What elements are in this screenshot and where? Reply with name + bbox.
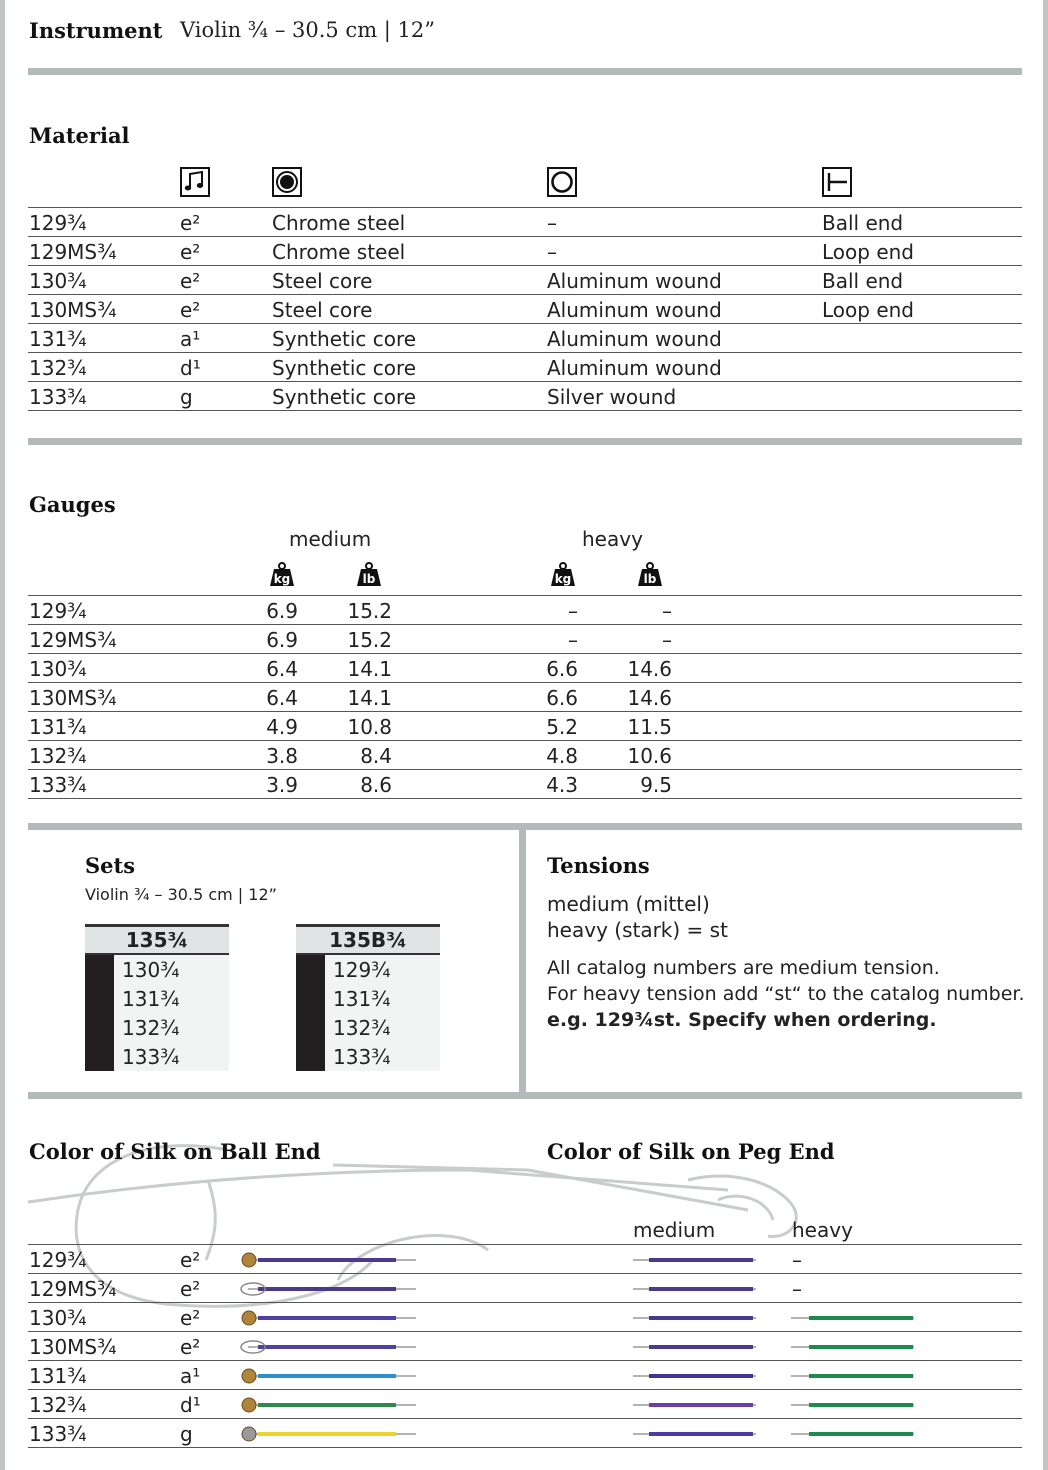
svg-text:kg: kg — [554, 572, 572, 586]
instrument-label: Instrument — [29, 18, 163, 43]
silk-row-id: 130¾ — [29, 1306, 87, 1330]
gauges-medium-label: medium — [289, 527, 372, 551]
material-row-core: Synthetic core — [272, 385, 417, 409]
table-rule — [28, 653, 1022, 654]
peg-end-heavy-silk — [789, 1366, 919, 1386]
peg-end-heavy-silk — [789, 1395, 919, 1415]
silk-row-id: 132¾ — [29, 1393, 87, 1417]
set-item: 132¾ — [296, 1013, 440, 1042]
material-row-core: Chrome steel — [272, 240, 406, 264]
gauge-row-id: 130MS¾ — [29, 686, 117, 710]
peg-end-medium-silk — [631, 1395, 761, 1415]
material-row-end: Ball end — [822, 269, 904, 293]
column-divider — [519, 826, 526, 1092]
peg-end-heavy-silk — [789, 1424, 919, 1444]
gauge-heavy-kg: 4.3 — [546, 773, 578, 797]
peg-end-medium-silk — [631, 1308, 761, 1328]
material-row-id: 133¾ — [29, 385, 87, 409]
material-row-winding: Aluminum wound — [547, 356, 722, 380]
gauge-heavy-kg: 6.6 — [546, 657, 578, 681]
set-item: 133¾ — [85, 1042, 229, 1071]
set-135b — [296, 924, 440, 1071]
gauge-heavy-kg: 5.2 — [546, 715, 578, 739]
tensions-note-1: All catalog numbers are medium tension. — [547, 957, 940, 979]
gauge-medium-kg: 6.9 — [266, 599, 298, 623]
material-row-note: a¹ — [180, 327, 201, 351]
material-row-core: Chrome steel — [272, 211, 406, 235]
material-row-core: Synthetic core — [272, 327, 417, 351]
set-135 — [85, 924, 229, 1071]
material-row-id: 130MS¾ — [29, 298, 117, 322]
gauge-medium-kg: 6.9 — [266, 628, 298, 652]
gauge-row-id: 130¾ — [29, 657, 87, 681]
core-icon — [272, 167, 302, 197]
gauge-heavy-kg: – — [568, 599, 578, 623]
gauge-heavy-lb: 9.5 — [640, 773, 672, 797]
gauge-row-id: 133¾ — [29, 773, 87, 797]
set-name: 135¾ — [85, 924, 229, 955]
set-name: 135B¾ — [296, 924, 440, 955]
silk-row-note: g — [180, 1422, 193, 1446]
material-row-note: e² — [180, 269, 201, 293]
material-row-winding: Silver wound — [547, 385, 677, 409]
tensions-medium: medium (mittel) — [547, 892, 710, 916]
gauge-medium-kg: 3.8 — [266, 744, 298, 768]
ball-end-string — [238, 1308, 418, 1328]
silk-row-id: 129MS¾ — [29, 1277, 117, 1301]
svg-text:lb: lb — [362, 572, 376, 586]
gauge-heavy-lb: – — [662, 599, 672, 623]
ball-end-string — [238, 1366, 418, 1386]
material-row-note: d¹ — [180, 356, 201, 380]
material-row-note: e² — [180, 211, 201, 235]
table-rule — [28, 352, 1022, 353]
material-row-note: e² — [180, 240, 201, 264]
gauge-heavy-kg: 6.6 — [546, 686, 578, 710]
tensions-heavy: heavy (stark) = st — [547, 918, 728, 942]
gauge-medium-lb: 14.1 — [347, 686, 392, 710]
gauge-heavy-lb: 10.6 — [627, 744, 672, 768]
material-row-winding: – — [547, 211, 557, 235]
winding-icon — [547, 167, 577, 197]
table-rule — [28, 595, 1022, 596]
table-rule — [28, 1273, 1022, 1274]
gauge-heavy-kg: – — [568, 628, 578, 652]
note-icon — [180, 167, 210, 197]
gauge-heavy-lb: 11.5 — [627, 715, 672, 739]
peg-end-medium-silk — [631, 1279, 761, 1299]
gauge-heavy-lb: 14.6 — [627, 657, 672, 681]
peg-end-heavy-none: – — [792, 1277, 802, 1301]
gauge-medium-kg: 6.4 — [266, 657, 298, 681]
material-row-core: Steel core — [272, 298, 373, 322]
material-row-winding: – — [547, 240, 557, 264]
material-row-core: Steel core — [272, 269, 373, 293]
silk-row-note: e² — [180, 1335, 201, 1359]
gauges-title: Gauges — [29, 492, 116, 517]
ball-end-string — [238, 1395, 418, 1415]
peg-end-heavy-none: – — [792, 1248, 802, 1272]
table-rule — [28, 1447, 1022, 1448]
silk-row-note: e² — [180, 1248, 201, 1272]
material-row-core: Synthetic core — [272, 356, 417, 380]
material-row-note: e² — [180, 298, 201, 322]
silk-row-note: e² — [180, 1277, 201, 1301]
section-divider — [28, 68, 1022, 75]
peg-end-heavy-silk — [789, 1308, 919, 1328]
weight-lb-icon — [356, 562, 382, 586]
page-frame-left — [0, 0, 5, 1470]
gauge-row-id: 132¾ — [29, 744, 87, 768]
gauge-heavy-lb: 14.6 — [627, 686, 672, 710]
material-row-id: 131¾ — [29, 327, 87, 351]
gauge-medium-lb: 15.2 — [347, 628, 392, 652]
ball-end-string — [238, 1250, 418, 1270]
silk-heavy-label: heavy — [792, 1218, 853, 1242]
table-rule — [28, 410, 1022, 411]
silk-row-id: 130MS¾ — [29, 1335, 117, 1359]
gauge-heavy-kg: 4.8 — [546, 744, 578, 768]
material-row-winding: Aluminum wound — [547, 327, 722, 351]
instrument-value: Violin ¾ – 30.5 cm | 12” — [180, 18, 435, 42]
sets-title: Sets — [85, 853, 136, 878]
gauge-row-id: 131¾ — [29, 715, 87, 739]
material-row-winding: Aluminum wound — [547, 269, 722, 293]
weight-kg-icon — [550, 562, 576, 586]
weight-kg-icon — [269, 562, 295, 586]
table-rule — [28, 769, 1022, 770]
table-rule — [28, 711, 1022, 712]
silk-row-id: 129¾ — [29, 1248, 87, 1272]
material-row-id: 130¾ — [29, 269, 87, 293]
peg-end-heavy-silk — [789, 1337, 919, 1357]
material-row-end: Loop end — [822, 298, 914, 322]
silk-peg-title: Color of Silk on Peg End — [547, 1139, 835, 1164]
material-row-id: 129¾ — [29, 211, 87, 235]
gauge-medium-lb: 8.6 — [360, 773, 392, 797]
table-rule — [28, 265, 1022, 266]
gauge-medium-kg: 3.9 — [266, 773, 298, 797]
table-rule — [28, 381, 1022, 382]
gauge-row-id: 129MS¾ — [29, 628, 117, 652]
gauge-medium-kg: 4.9 — [266, 715, 298, 739]
loop-end-string — [238, 1337, 418, 1357]
material-row-note: g — [180, 385, 193, 409]
table-rule — [28, 1418, 1022, 1419]
tensions-note-2: For heavy tension add “st“ to the catalog number. — [547, 983, 1025, 1005]
silk-row-id: 133¾ — [29, 1422, 87, 1446]
silk-row-id: 131¾ — [29, 1364, 87, 1388]
material-row-winding: Aluminum wound — [547, 298, 722, 322]
material-row-end: Loop end — [822, 240, 914, 264]
set-item: 129¾ — [296, 955, 440, 984]
gauges-heavy-label: heavy — [582, 527, 643, 551]
gauge-medium-kg: 6.4 — [266, 686, 298, 710]
silk-ball-title: Color of Silk on Ball End — [29, 1139, 321, 1164]
gauge-medium-lb: 8.4 — [360, 744, 392, 768]
string-end-icon — [822, 167, 852, 197]
table-rule — [28, 294, 1022, 295]
silk-row-note: d¹ — [180, 1393, 201, 1417]
table-rule — [28, 624, 1022, 625]
table-rule — [28, 740, 1022, 741]
section-divider — [28, 1092, 1022, 1099]
set-item: 131¾ — [296, 984, 440, 1013]
material-row-end: Ball end — [822, 211, 904, 235]
table-rule — [28, 207, 1022, 208]
set-item: 130¾ — [85, 955, 229, 984]
gauge-medium-lb: 14.1 — [347, 657, 392, 681]
table-rule — [28, 236, 1022, 237]
sets-subtitle: Violin ¾ – 30.5 cm | 12” — [85, 885, 277, 904]
weight-lb-icon — [637, 562, 663, 586]
gauge-medium-lb: 15.2 — [347, 599, 392, 623]
gauge-heavy-lb: – — [662, 628, 672, 652]
table-rule — [28, 323, 1022, 324]
peg-end-medium-silk — [631, 1250, 761, 1270]
tensions-example: e.g. 129¾st. Specify when ordering. — [547, 1009, 937, 1031]
svg-text:lb: lb — [643, 572, 657, 586]
tensions-title: Tensions — [547, 853, 650, 878]
loop-end-string — [238, 1279, 418, 1299]
table-rule — [28, 1244, 1022, 1245]
material-row-id: 129MS¾ — [29, 240, 117, 264]
set-item: 131¾ — [85, 984, 229, 1013]
table-rule — [28, 798, 1022, 799]
peg-end-medium-silk — [631, 1337, 761, 1357]
silk-row-note: e² — [180, 1306, 201, 1330]
set-item: 132¾ — [85, 1013, 229, 1042]
table-rule — [28, 1302, 1022, 1303]
gauge-medium-lb: 10.8 — [347, 715, 392, 739]
peg-end-medium-silk — [631, 1424, 761, 1444]
material-title: Material — [29, 123, 130, 148]
table-rule — [28, 682, 1022, 683]
gauge-row-id: 129¾ — [29, 599, 87, 623]
material-row-id: 132¾ — [29, 356, 87, 380]
table-rule — [28, 1389, 1022, 1390]
ball-end-string — [238, 1424, 418, 1444]
table-rule — [28, 1360, 1022, 1361]
section-divider — [28, 438, 1022, 445]
page-frame-right — [1043, 0, 1048, 1470]
peg-end-medium-silk — [631, 1366, 761, 1386]
silk-row-note: a¹ — [180, 1364, 201, 1388]
silk-medium-label: medium — [633, 1218, 716, 1242]
svg-text:kg: kg — [273, 572, 291, 586]
table-rule — [28, 1331, 1022, 1332]
set-item: 133¾ — [296, 1042, 440, 1071]
